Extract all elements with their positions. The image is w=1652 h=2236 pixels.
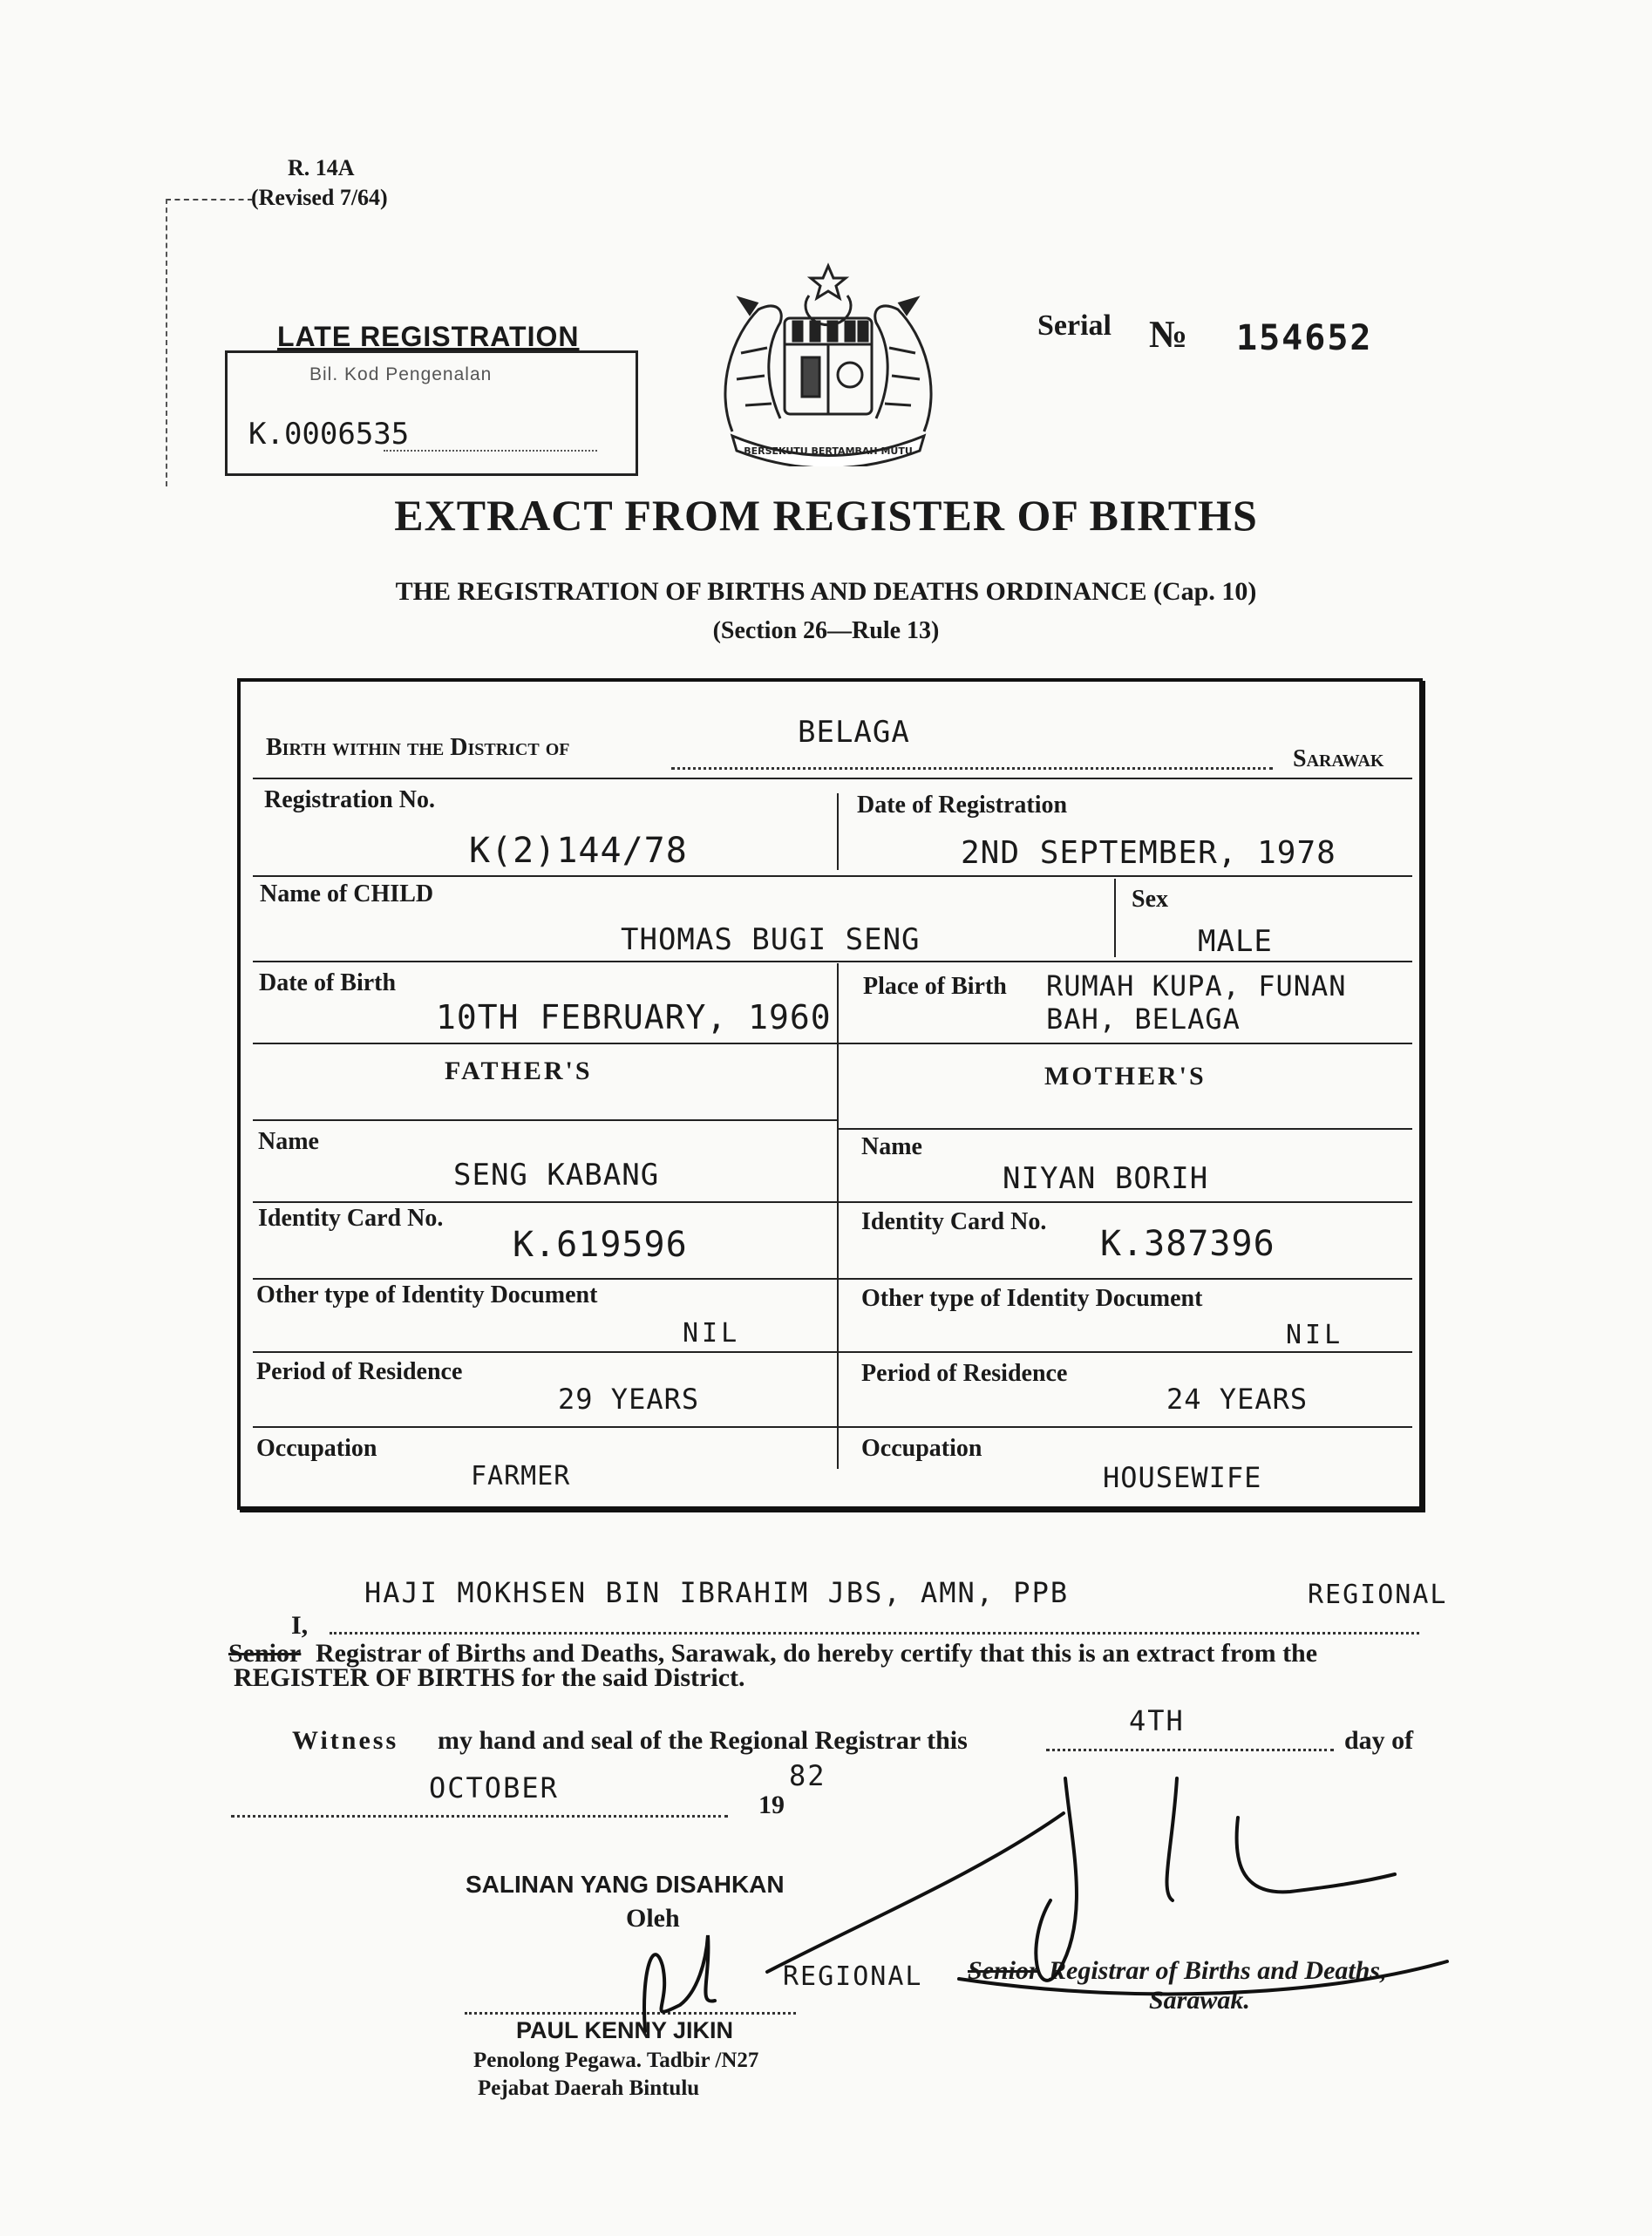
officer-name: PAUL KENNY JIKIN — [516, 2017, 734, 2043]
district-label: Birth within the District of — [266, 734, 570, 761]
mother-name-label: Name — [861, 1133, 922, 1160]
father-occupation-value: FARMER — [471, 1461, 571, 1492]
mother-other-doc-label: Other type of Identity Document — [861, 1285, 1203, 1312]
mother-heading: MOTHER'S — [1044, 1062, 1207, 1091]
father-name-value: SENG KABANG — [453, 1158, 660, 1193]
cert-i-label: I, — [291, 1611, 309, 1640]
ordinance-title: THE REGISTRATION OF BIRTHS AND DEATHS ORDINANCE (Cap. 10) — [395, 577, 1257, 606]
day-of-label: day of — [1344, 1726, 1414, 1755]
ref-code-label: Bil. Kod Pengenalan — [309, 364, 493, 384]
mother-ic-label: Identity Card No. — [861, 1208, 1047, 1235]
child-name-label: Name of CHILD — [260, 880, 434, 907]
mother-occupation-value: HOUSEWIFE — [1103, 1461, 1262, 1494]
serial-label: Serial — [1037, 309, 1112, 342]
place-of-birth-line2: BAH, BELAGA — [1046, 1002, 1241, 1036]
witness-text: my hand and seal of the Regional Registrar this — [438, 1726, 968, 1755]
officer-signature — [644, 1935, 715, 2031]
father-heading: FATHER'S — [445, 1057, 593, 1085]
form-code: R. 14A — [288, 155, 355, 180]
date-of-registration-value: 2ND SEPTEMBER, 1978 — [961, 835, 1336, 871]
mother-occupation-label: Occupation — [861, 1435, 982, 1462]
father-ic-label: Identity Card No. — [258, 1205, 444, 1232]
certification-month: OCTOBER — [429, 1771, 559, 1804]
certified-copy-line1: SALINAN YANG DISAHKAN — [466, 1871, 785, 1898]
form-revision: (Revised 7/64) — [251, 185, 388, 210]
serial-number-sign: № — [1149, 313, 1188, 356]
struck-senior: Senior — [228, 1639, 302, 1668]
registrar-name: HAJI MOKHSEN BIN IBRAHIM JBS, AMN, PPB — [364, 1576, 1070, 1609]
mother-ic-value: K.387396 — [1100, 1224, 1275, 1264]
registration-no-value: K(2)144/78 — [469, 831, 688, 871]
place-of-birth-label: Place of Birth — [863, 973, 1007, 1000]
date-of-registration-label: Date of Registration — [857, 792, 1068, 819]
cert-statement-line1: Registrar of Births and Deaths, Sarawak, do hereby certify that this is an extract from the — [316, 1639, 1318, 1668]
sex-label: Sex — [1132, 886, 1168, 913]
father-residence-label: Period of Residence — [256, 1358, 463, 1385]
registrar-regional-stamp: REGIONAL — [783, 1961, 923, 1992]
serial-number: 154652 — [1236, 318, 1373, 358]
ref-code-value: K.0006535 — [248, 417, 410, 452]
mother-residence-label: Period of Residence — [861, 1360, 1068, 1387]
sex-value: MALE — [1198, 924, 1273, 959]
mother-residence-value: 24 YEARS — [1166, 1383, 1309, 1416]
witness-word: Witness — [292, 1726, 399, 1755]
registrar-struck-senior: Senior — [968, 1956, 1039, 1985]
father-residence-value: 29 YEARS — [558, 1383, 700, 1416]
registrar-state: Sarawak. — [1149, 1986, 1250, 2015]
father-ic-value: K.619596 — [513, 1225, 688, 1265]
mother-name-value: NIYAN BORIH — [1003, 1161, 1209, 1196]
officer-office: Pejabat Daerah Bintulu — [478, 2076, 700, 2100]
father-other-doc-label: Other type of Identity Document — [256, 1281, 598, 1308]
document-title: EXTRACT FROM REGISTER OF BIRTHS — [394, 491, 1258, 540]
place-of-birth-line1: RUMAH KUPA, FUNAN — [1046, 969, 1347, 1002]
certification-day: 4TH — [1129, 1704, 1185, 1737]
father-occupation-label: Occupation — [256, 1435, 377, 1462]
crest-motto: BERSEKUTU BERTAMBAH MUTU — [744, 445, 913, 457]
state-label: Sarawak — [1293, 745, 1384, 772]
regional-stamp: REGIONAL — [1308, 1580, 1448, 1610]
child-name-value: THOMAS BUGI SENG — [621, 922, 921, 957]
mother-other-doc-value: NIL — [1286, 1320, 1344, 1350]
section-reference: (Section 26—Rule 13) — [712, 617, 940, 644]
officer-title: Penolong Pegawa. Tadbir /N27 — [473, 2049, 759, 2072]
late-registration-title: LATE REGISTRATION — [277, 321, 580, 352]
date-of-birth-value: 10TH FEBRUARY, 1960 — [436, 998, 832, 1036]
certified-copy-oleh: Oleh — [626, 1904, 680, 1933]
registration-no-label: Registration No. — [264, 786, 435, 813]
father-other-doc-value: NIL — [683, 1318, 741, 1349]
date-of-birth-label: Date of Birth — [259, 969, 397, 996]
father-name-label: Name — [258, 1128, 319, 1155]
district-value: BELAGA — [798, 715, 910, 750]
year-prefix: 19 — [758, 1791, 785, 1819]
year-suffix: 82 — [789, 1759, 826, 1792]
cert-statement-line2: REGISTER OF BIRTHS for the said District. — [234, 1663, 745, 1692]
registrar-signature — [767, 1778, 1447, 1994]
registrar-title: Registrar of Births and Deaths, — [1049, 1956, 1387, 1985]
